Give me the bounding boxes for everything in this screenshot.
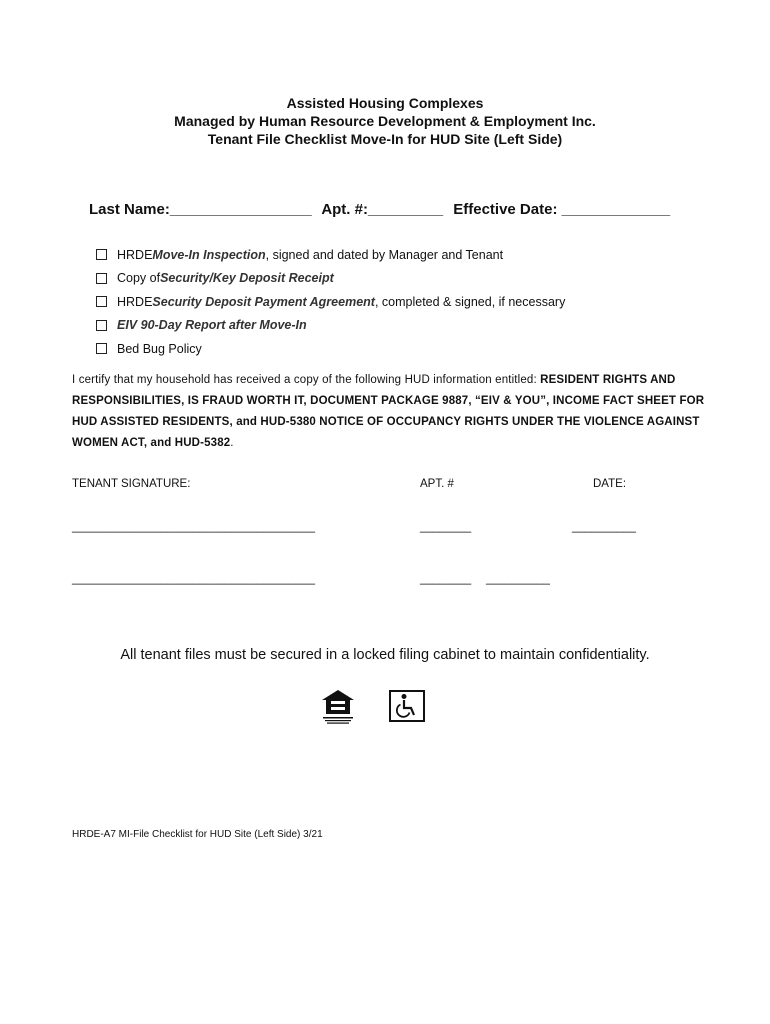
certify-intro: I certify that my household has received a copy of the following HUD information entitled: [72,374,541,386]
header-line-3: Tenant File Checklist Move-In for HUD Site (Left Side) [207,131,563,147]
date-line-2[interactable]: __________ [486,573,550,585]
certify-end: . [230,437,234,449]
date-line-1[interactable]: __________ [572,521,636,533]
confidentiality-notice: All tenant files must be secured in a locked filing cabinet to maintain confidentiality. [120,647,650,663]
checkbox[interactable] [96,343,107,354]
signature-line-1[interactable]: ______________________________________ [72,521,316,533]
checkbox[interactable] [96,273,107,284]
checklist-item: HRDE Move-In Inspection , signed and dated by Manager and Tenant [96,243,565,267]
last-name-field[interactable]: Last Name:_________________ [89,201,312,218]
checkbox[interactable] [96,296,107,307]
equal-housing-opportunity-icon [319,688,357,726]
signature-line-2[interactable]: ______________________________________ [72,573,316,585]
date-label: DATE: [593,478,627,490]
header-line-1: Assisted Housing Complexes [286,95,484,111]
checklist-item: EIV 90-Day Report after Move-In [96,314,565,338]
move-in-checklist [96,243,565,361]
form-footer-id: HRDE-A7 MI-File Checklist for HUD Site (Left Side) 3/21 [72,829,323,840]
document-header [0,94,770,148]
checklist-item: Bed Bug Policy [96,337,565,361]
certify-documents: RESIDENT RIGHTS AND RESPONSIBILITIES, IS FRAUD WORTH IT, DOCUMENT PACKAGE 9887, “EIV & YOU”, INCOME FACT SHEET FOR HUD ASSISTED RESIDENTS, and HUD-5380 NOTICE OF OCCUPANCY RIGHTS UNDER THE VIOLENCE AGAINST WOMEN ACT, and HUD-5382 [72,374,705,449]
tenant-fields-row [89,201,676,218]
apt-field[interactable]: Apt. #:_________ [321,201,444,218]
apt-line-2[interactable]: ________ [420,573,472,585]
apt-line-1[interactable]: ________ [420,521,472,533]
apt-label: APT. # [420,478,454,490]
header-line-2: Managed by Human Resource Development & Employment Inc. [174,113,596,129]
checklist-item: HRDE Security Deposit Payment Agreement , completed & signed, if necessary [96,290,565,314]
checkbox[interactable] [96,249,107,260]
effective-date-field[interactable]: Effective Date: _____________ [453,201,671,218]
certification-statement [72,370,712,454]
checkbox[interactable] [96,320,107,331]
tenant-signature-label: TENANT SIGNATURE: [72,478,191,490]
wheelchair-accessible-icon [389,690,425,722]
checklist-item: Copy of Security/Key Deposit Receipt [96,267,565,291]
